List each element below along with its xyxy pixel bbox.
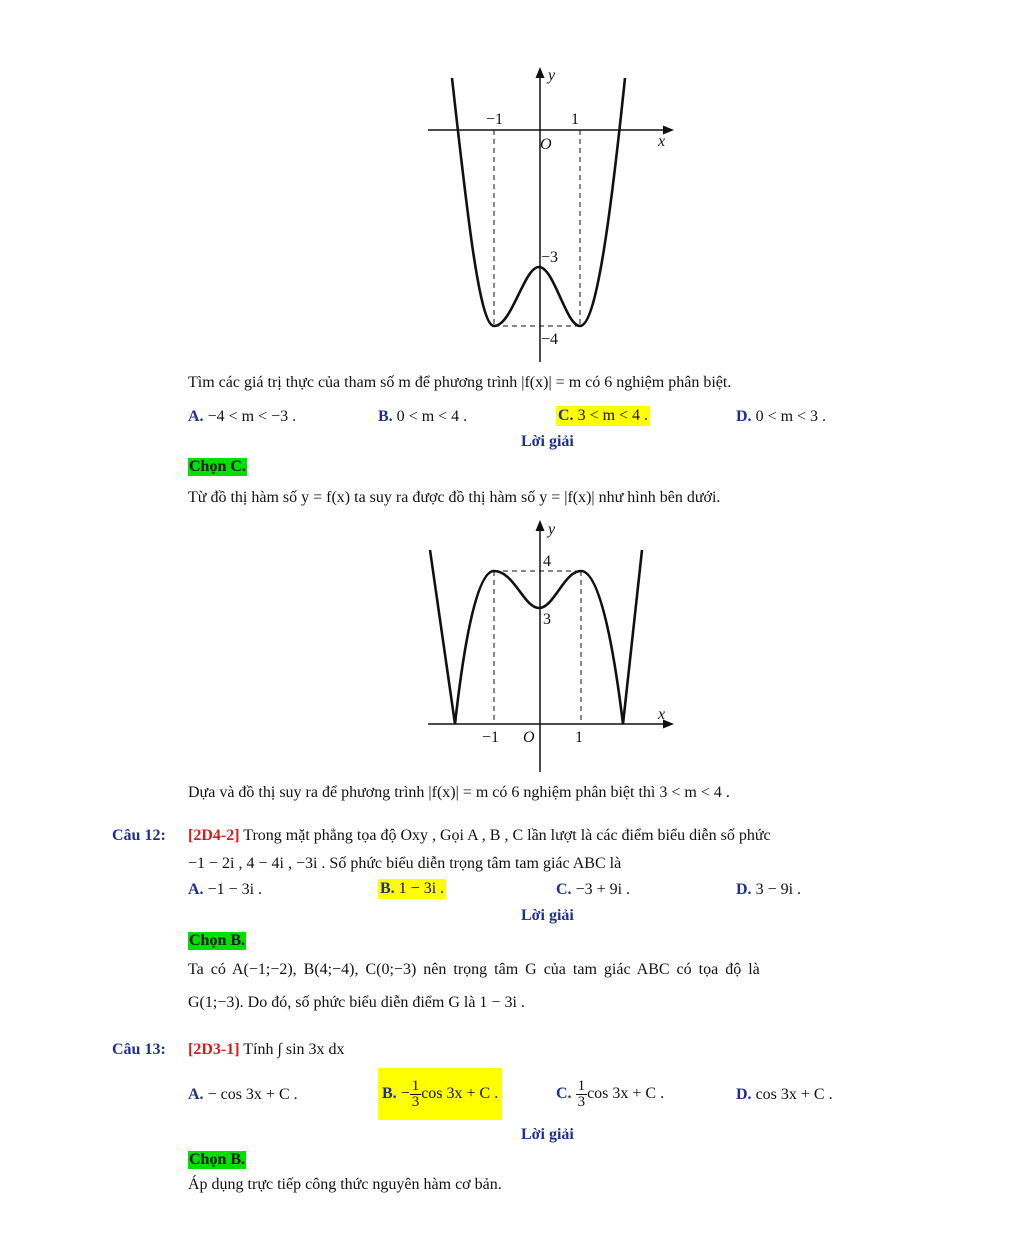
option-text: 3 < m < 4 . xyxy=(577,407,649,424)
q12-label: Câu 12: xyxy=(112,827,166,844)
option-label: C. xyxy=(556,1085,572,1102)
q11-option-c xyxy=(556,406,650,426)
option-text: 0 < m < 3 . xyxy=(755,408,827,425)
x-label: x xyxy=(658,706,666,723)
q12-stem-2: −1 − 2i , 4 − 4i , −3i . Số phức biểu diễn trọng tâm tam giác ABC là xyxy=(188,855,622,872)
q13-solution-title: Lời giải xyxy=(521,1126,574,1143)
q12-explanation-1: Ta có A(−1;−2), B(4;−4), C(0;−3) nên trọng tâm G của tam giác ABC có tọa độ là xyxy=(188,961,760,978)
option-sign: − xyxy=(400,1085,410,1102)
q11-solution-title: Lời giải xyxy=(521,433,574,450)
q13-option-c xyxy=(556,1068,664,1120)
y-label: y xyxy=(548,67,556,84)
q13-stem-text: Tính ∫ sin 3x dx xyxy=(243,1041,345,1058)
x-label: x xyxy=(658,133,666,150)
q11-option-a xyxy=(188,408,296,426)
y-axis-arrow xyxy=(536,520,545,531)
option-text: cos 3x + C . xyxy=(587,1085,665,1102)
curve-abs-f xyxy=(430,550,642,724)
q12-option-b xyxy=(378,879,446,899)
y-axis-arrow xyxy=(536,67,545,78)
value-4: 4 xyxy=(543,553,551,570)
option-label: D. xyxy=(736,881,752,898)
tick-1: 1 xyxy=(571,111,579,128)
q13-option-a xyxy=(188,1086,298,1104)
option-label: A. xyxy=(188,1086,204,1103)
option-label: B. xyxy=(378,408,393,425)
option-text: cos 3x + C . xyxy=(755,1086,833,1103)
fraction-one-third: $\frac{1}{3}$ xyxy=(411,1077,420,1110)
q12-stem-1 xyxy=(188,827,771,845)
q13-option-b xyxy=(378,1068,502,1120)
option-text: −1 − 3i . xyxy=(207,881,263,898)
fraction-one-third: $\frac{1}{3}$ xyxy=(577,1077,586,1110)
q11-option-d xyxy=(736,408,826,426)
value-3: 3 xyxy=(543,611,551,628)
y-label: y xyxy=(548,521,556,538)
q12-solution-title: Lời giải xyxy=(521,907,574,924)
q13-option-d xyxy=(736,1086,833,1104)
q12-explanation-2: G(1;−3). Do đó, số phức biểu diễn điểm G là 1 − 3i . xyxy=(188,994,525,1011)
q13-stem xyxy=(188,1041,345,1059)
option-text: 1 − 3i . xyxy=(398,880,445,897)
q12-option-a xyxy=(188,881,262,899)
option-text: 3 − 9i . xyxy=(755,881,802,898)
option-label: B. xyxy=(382,1085,397,1102)
option-label: C. xyxy=(558,407,574,424)
q11-explanation-2: Dựa và đồ thị suy ra để phương trình |f(x)| = m có 6 nghiệm phân biệt thì 3 < m < 4 . xyxy=(188,784,730,801)
option-label: B. xyxy=(380,880,395,897)
tick-neg1: −1 xyxy=(486,111,504,128)
curve-f xyxy=(452,78,625,326)
option-text: −3 + 9i . xyxy=(575,881,631,898)
tick-1: 1 xyxy=(575,729,583,746)
q12-tag: [2D4-2] xyxy=(188,827,240,844)
q12-option-c xyxy=(556,881,630,899)
origin-label: O xyxy=(540,136,552,153)
option-text: 0 < m < 4 . xyxy=(396,408,468,425)
option-label: A. xyxy=(188,881,204,898)
option-label: C. xyxy=(556,881,572,898)
q12-option-d xyxy=(736,881,801,899)
q13-explanation: Áp dụng trực tiếp công thức nguyên hàm cơ bản. xyxy=(188,1176,502,1193)
q11-explanation-1: Từ đồ thị hàm số y = f(x) ta suy ra được đồ thị hàm số y = |f(x)| như hình bên dưới. xyxy=(188,489,721,506)
q12-choice: Chọn B. xyxy=(189,932,246,949)
q12-stem-text: Trong mặt phẳng tọa độ Oxy , Gọi A , B , C lần lượt là các điểm biểu diễn số phức xyxy=(243,827,771,844)
q11-stem: Tìm các giá trị thực của tham số m để phương trình |f(x)| = m có 6 nghiệm phân biệt. xyxy=(188,374,732,391)
option-label: A. xyxy=(188,408,204,425)
option-label: D. xyxy=(736,1086,752,1103)
graph-abs-f xyxy=(420,514,680,776)
option-label: D. xyxy=(736,408,752,425)
option-text: −4 < m < −3 . xyxy=(207,408,297,425)
option-text: − cos 3x + C . xyxy=(207,1086,298,1103)
option-text: cos 3x + C . xyxy=(421,1085,499,1102)
q13-choice: Chọn B. xyxy=(189,1151,246,1168)
value-neg3: −3 xyxy=(541,249,559,266)
value-neg4: −4 xyxy=(541,331,559,348)
q13-tag: [2D3-1] xyxy=(188,1041,240,1058)
tick-neg1: −1 xyxy=(482,729,500,746)
origin-label: O xyxy=(523,729,535,746)
graph-f xyxy=(420,62,680,367)
q13-label: Câu 13: xyxy=(112,1041,166,1058)
q11-option-b xyxy=(378,408,467,426)
q11-choice: Chọn C. xyxy=(189,458,246,475)
